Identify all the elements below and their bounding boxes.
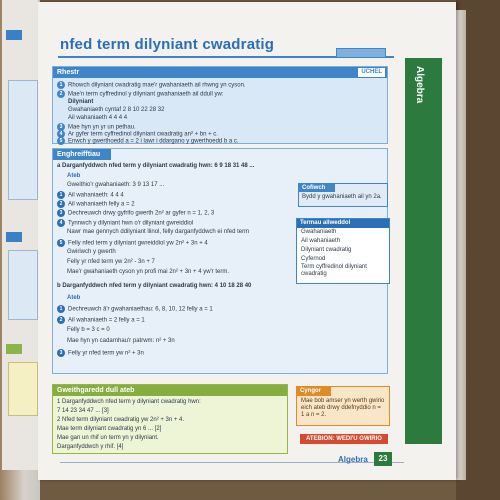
page-number: 23 [374, 452, 392, 466]
key-term-item: Cyfernod [301, 256, 326, 262]
step-number-icon: 5 [57, 239, 65, 247]
example-line: 4 Tynnwch y dilyniant hwn o'r dilyniant gwreiddiol [57, 219, 193, 227]
recall-line: 1 Rhowch dilyniant cwadratig mae'r gwahaniaeth ail rhwng yn cyson. [57, 81, 246, 89]
recall-level-tag: UCHEL [358, 68, 385, 77]
exercise-heading: Gweithgaredd dull ateb [53, 385, 287, 396]
example-line: Mae hyn yn cadarnhau'r patrwm: n² + 3n [67, 338, 175, 344]
hint-text: Mae bob amser yn werth gwirio eich ateb drwy ddefnyddio n = 1 a n = 2. [301, 398, 385, 418]
previous-page-panel [8, 250, 38, 320]
recall-line: Dilyniant [68, 99, 94, 105]
key-term-item: Ail wahaniaeth [301, 238, 341, 244]
step-number-icon: 2 [57, 90, 65, 98]
exercise-line: Darganfyddwch y rhif. [4] [57, 444, 124, 450]
step-number-icon: 2 [57, 200, 65, 208]
step-number-icon: 1 [57, 191, 65, 199]
example-line: Felly yr nfed term yw 2n² - 3n + 7 [67, 259, 155, 265]
subject-tab-label: Algebra [414, 66, 425, 104]
exercise-line: 7 14 23 34 47 ... [3] [57, 408, 109, 414]
step-number-icon: 3 [57, 209, 65, 217]
example-line: a Darganfyddwch nfed term y dilyniant cwadratig hwn: 6 9 18 31 48 ... [57, 163, 255, 169]
previous-page-panel [8, 80, 38, 200]
recall-heading: Rhestr [53, 67, 387, 78]
exercise-line: 1 Darganfyddwch nfed term y dilyniant cwadratig hwn: [57, 399, 201, 405]
example-line: Felly b = 3 c = 0 [67, 327, 110, 333]
title-tag [336, 48, 386, 58]
exercise-line: Mae gan un rhif un term yn y dilyniant. [57, 435, 159, 441]
step-number-icon: 4 [57, 130, 65, 138]
example-line: 2 Ail wahaniaeth felly a = 2 [57, 200, 135, 208]
recall-line: 3 Mae hyn yn yr un pethau. [57, 123, 136, 131]
example-line: 1 Ail wahaniaeth: 4 4 4 [57, 191, 124, 199]
example-line: Nawr mae gennych ddilyniant llinol, felly darganfyddwch ei nfed term [67, 229, 250, 235]
recall-panel [52, 66, 388, 144]
example-line: Gwiriwch y gwerth [67, 249, 116, 255]
previous-page-badge [6, 232, 22, 242]
subject-tab [405, 58, 442, 444]
hint-heading: Cyngor [297, 387, 331, 396]
recall-line: Ail wahaniaeth 4 4 4 4 [68, 115, 128, 121]
step-number-icon: 1 [57, 305, 65, 313]
examples-heading: Enghreifftiau [53, 149, 111, 160]
hint-box [296, 386, 390, 426]
previous-page-badge [6, 30, 22, 40]
recall-line: 5 Enwch y gwerthoedd a = 2 i lawr i ddargano y gwerthoedd b a c. [57, 137, 239, 145]
key-term-item: Term cyffredinol dilyniant cwadratig [301, 264, 367, 277]
footer-section-label: Algebra [338, 455, 368, 464]
step-number-icon: 3 [57, 123, 65, 131]
exercise-line: Mae term dilyniant cwadratig yn 6 ... [2] [57, 426, 162, 432]
key-term-item: Gwahaniaeth [301, 229, 337, 235]
recall-line: 2 Mae'n term cyffredinol y dilyniant gwahaniaeth ail ddull yw: [57, 90, 223, 98]
key-terms-box [296, 218, 390, 284]
tip-text: Bydd y gwahaniaeth ail yn 2a. [302, 194, 382, 200]
recall-line: Gwahaniaeth cyntaf 2 8 10 22 28 32 [68, 107, 165, 113]
example-line: Mae'r gwahaniaeth cyson yn profi mai 2n² + 3n + 4 yw'r term. [67, 269, 230, 275]
key-terms-heading: Termau allweddol [297, 219, 389, 228]
tip-heading: Cofiwch [299, 184, 335, 192]
example-line: 2 Ail wahaniaeth = 2 felly a = 1 [57, 316, 145, 324]
example-line: 3 Dechreuwch drwy gyfrifo gwerth 2n² ar gyfer n = 1, 2, 3 [57, 209, 214, 217]
step-number-icon: 3 [57, 349, 65, 357]
exercise-panel [52, 384, 288, 454]
example-line: b Darganfyddwch nfed term y dilyniant cwadratig hwn: 4 10 18 28 40 [57, 283, 252, 289]
exercise-line: 2 Nfed term dilyniant cwadratig yw 2n² + 3n + 4. [57, 417, 185, 423]
page-stack-edge [456, 10, 466, 480]
step-number-icon: 5 [57, 137, 65, 145]
tip-box [298, 183, 388, 207]
previous-page-badge [6, 344, 22, 354]
step-number-icon: 1 [57, 81, 65, 89]
page-title: nfed term dilyniant cwadratig [60, 36, 275, 53]
answers-button[interactable]: ATEBION: WEDI'U GWIRIO [300, 434, 388, 444]
example-answer-label: Ateb [67, 173, 81, 179]
previous-page-edge [2, 0, 38, 470]
example-answer-label: Ateb [67, 295, 81, 301]
example-line: 3 Felly yr nfed term yw n² + 3n [57, 349, 144, 357]
previous-page-panel [8, 362, 38, 416]
example-line: 5 Felly nfed term y dilyniant gwreiddiol yw 2n² + 3n + 4 [57, 239, 208, 247]
step-number-icon: 2 [57, 316, 65, 324]
recall-line: 4 Ar gyfer term cyffredinol dilyniant cwadratig an² + bn + c. [57, 130, 218, 138]
example-line: 1 Dechreuwch â'r gwahaniaethau: 6, 8, 10, 12 felly a = 1 [57, 305, 213, 313]
key-term-item: Dilyniant cwadratig [301, 247, 352, 253]
example-line: Gweithio'r gwahaniaeth: 3 9 13 17 ... [67, 182, 165, 188]
step-number-icon: 4 [57, 219, 65, 227]
